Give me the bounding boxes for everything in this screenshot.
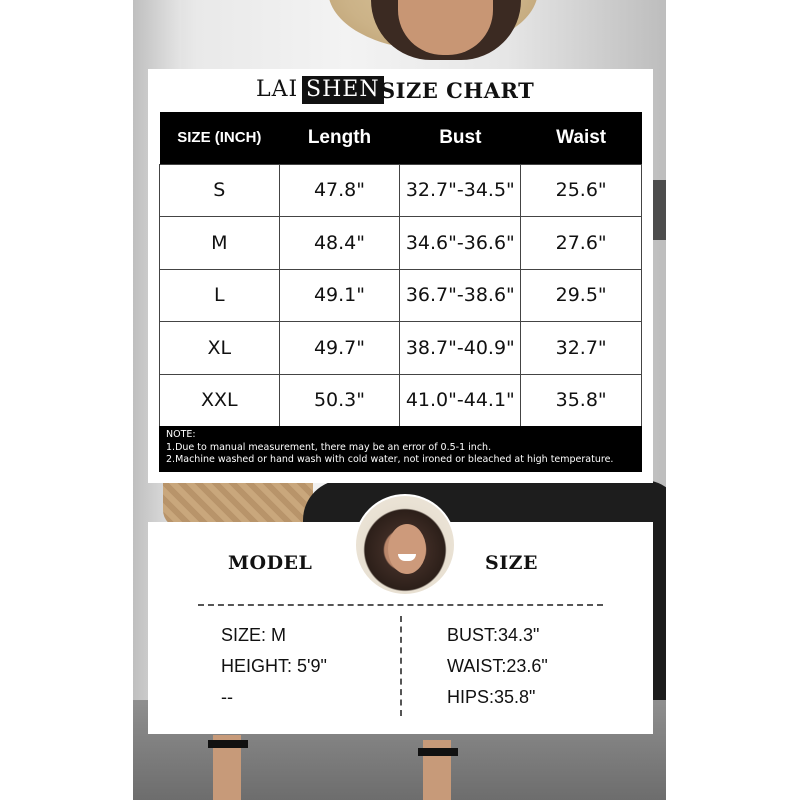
model-hips-value: HIPS:35.8" (447, 687, 536, 707)
cell-length: 48.4" (279, 217, 400, 270)
header-bust: Bust (400, 112, 521, 164)
table-row (160, 217, 642, 270)
model-waist-value: WAIST:23.6" (447, 656, 548, 676)
cell-bust: 36.7"-38.6" (400, 269, 521, 322)
model-size-value: SIZE: M (221, 625, 287, 645)
cell-size: M (160, 217, 280, 270)
cell-size: XL (160, 322, 280, 375)
straw-bag (163, 480, 313, 528)
sandal-strap-right (418, 748, 458, 756)
cell-bust: 32.7"-34.5" (400, 164, 521, 217)
sandal-strap-left (208, 740, 248, 748)
note-line-1: 1.Due to manual measurement, there may be an error of 0.5-1 inch. (166, 441, 492, 453)
cell-length: 47.8" (279, 164, 400, 217)
note-title: NOTE: (166, 429, 196, 440)
size-heading: SIZE (485, 552, 538, 574)
brand-header (148, 69, 653, 111)
model-height-value: HEIGHT: 5'9" (221, 656, 327, 676)
table-row (160, 269, 642, 322)
vertical-divider (400, 616, 402, 716)
model-bust-value: BUST:34.3" (447, 625, 540, 645)
brand-logo-shen: SHEN (302, 76, 384, 104)
size-table (159, 112, 642, 427)
brand-logo-lai: LAI (256, 77, 299, 102)
cell-bust: 38.7"-40.9" (400, 322, 521, 375)
cell-bust: 34.6"-36.6" (400, 217, 521, 270)
cell-size: XXL (160, 374, 280, 427)
door-handle (653, 180, 666, 240)
cell-length: 50.3" (279, 374, 400, 427)
avatar-face (388, 524, 426, 574)
cell-waist: 29.5" (521, 269, 642, 322)
cell-waist: 25.6" (521, 164, 642, 217)
chart-title: SIZE CHART (380, 78, 535, 103)
model-heading: MODEL (228, 552, 313, 574)
table-header-row (160, 112, 642, 164)
model-avatar (354, 494, 456, 596)
model-info-panel (148, 522, 653, 734)
cell-waist: 27.6" (521, 217, 642, 270)
header-length: Length (279, 112, 400, 164)
cell-length: 49.1" (279, 269, 400, 322)
model-placeholder-value: -- (221, 687, 233, 707)
cell-waist: 35.8" (521, 374, 642, 427)
cell-size: S (160, 164, 280, 217)
note-line-2: 2.Machine washed or hand wash with cold water, not ironed or bleached at high temperature. (166, 454, 614, 465)
table-row (160, 374, 642, 427)
table-row (160, 164, 642, 217)
cell-size: L (160, 269, 280, 322)
horizontal-divider (198, 604, 603, 606)
header-waist: Waist (521, 112, 642, 164)
cell-waist: 32.7" (521, 322, 642, 375)
cell-length: 49.7" (279, 322, 400, 375)
care-note (159, 426, 642, 472)
header-size: SIZE (INCH) (160, 112, 280, 164)
table-row (160, 322, 642, 375)
cell-bust: 41.0"-44.1" (400, 374, 521, 427)
size-chart-panel (148, 69, 653, 483)
